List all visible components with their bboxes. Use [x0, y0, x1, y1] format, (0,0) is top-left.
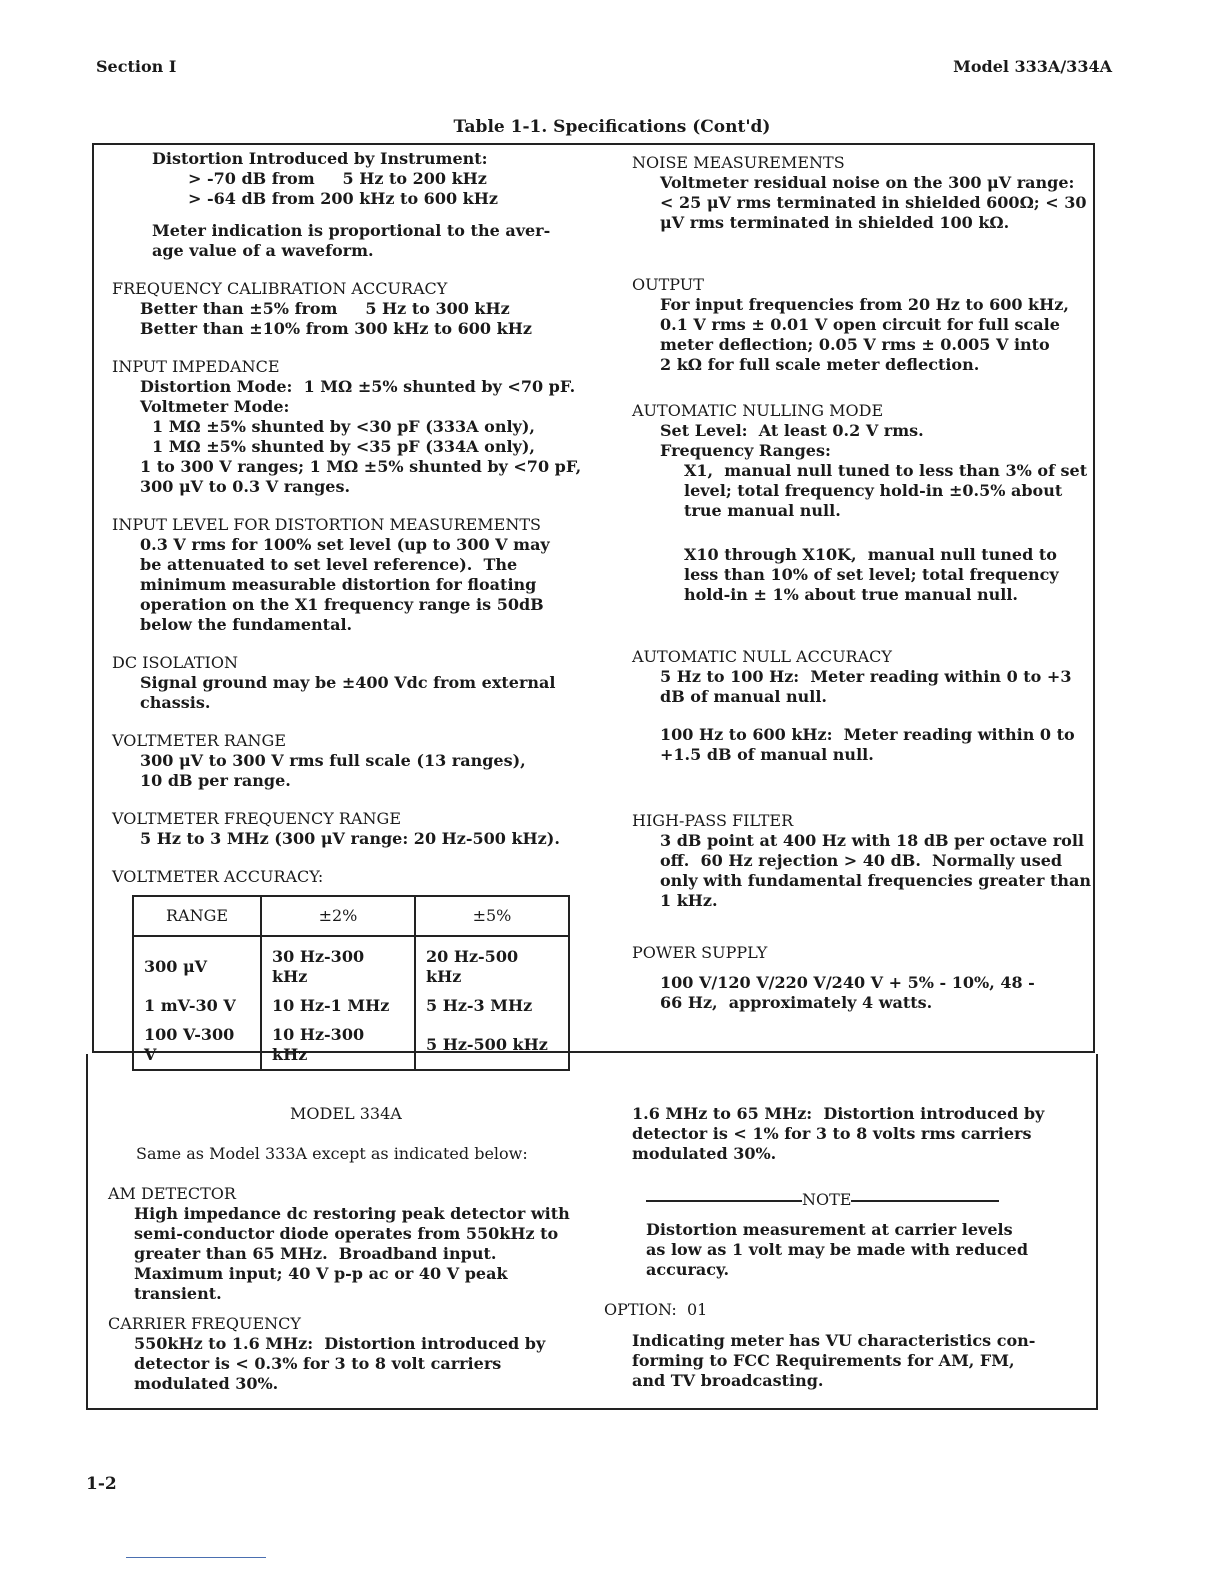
table-header-cell: ±5% — [415, 896, 569, 936]
voltmeter-accuracy-section — [112, 867, 581, 1071]
table-header-cell: ±2% — [261, 896, 415, 936]
spec-line: operation on the X1 frequency range is 50dB — [140, 595, 544, 614]
spec-line: be attenuated to set level reference). The — [140, 555, 518, 574]
section-heading: CARRIER FREQUENCY — [108, 1314, 301, 1333]
distortion-title: Distortion Introduced by Instrument: — [152, 149, 488, 168]
spec-line: less than 10% of set level; total frequency — [684, 565, 1059, 584]
spec-line: 300 μV to 300 V rms full scale (13 ranges), — [140, 751, 526, 770]
spec-line: 5 Hz to 3 MHz (300 μV range: 20 Hz-500 kHz). — [140, 829, 560, 848]
distortion-line: > -64 dB from 200 kHz to 600 kHz — [188, 189, 498, 208]
spec-line: High impedance dc restoring peak detector with — [134, 1204, 570, 1223]
model-334a-subtitle: Same as Model 333A except as indicated below: — [136, 1144, 528, 1163]
table-cell: 5 Hz-500 kHz — [415, 1021, 569, 1070]
spec-line: 1 to 300 V ranges; 1 MΩ ±5% shunted by <70 pF, — [140, 457, 582, 476]
spec-line: dB of manual null. — [660, 687, 827, 706]
spec-line: Set Level: At least 0.2 V rms. — [660, 421, 924, 440]
spec-line: level; total frequency hold-in ±0.5% about — [684, 481, 1063, 500]
meter-indication-line: Meter indication is proportional to the aver- — [152, 221, 551, 240]
noise-measurements-section — [632, 153, 1091, 233]
section-heading: NOISE MEASUREMENTS — [632, 153, 845, 172]
spec-line: Indicating meter has VU characteristics con- — [632, 1331, 1036, 1350]
spec-line: < 25 μV rms terminated in shielded 600Ω; < 30 — [660, 193, 1087, 212]
model-334a-right-column — [604, 1104, 1044, 1391]
section-heading: OUTPUT — [632, 275, 704, 294]
right-column — [632, 153, 1091, 1013]
section-heading: INPUT IMPEDANCE — [112, 357, 280, 376]
section-heading: HIGH-PASS FILTER — [632, 811, 794, 830]
spec-line: For input frequencies from 20 Hz to 600 kHz, — [660, 295, 1069, 314]
automatic-nulling-mode-section — [632, 401, 1091, 605]
spec-line: 0.3 V rms for 100% set level (up to 300 V may — [140, 535, 550, 554]
spec-line: modulated 30%. — [632, 1144, 777, 1163]
model-label: Model 333A/334A — [953, 57, 1112, 76]
input-level-section — [112, 515, 581, 635]
spec-line: 550kHz to 1.6 MHz: Distortion introduced by — [134, 1334, 546, 1353]
spec-line: Voltmeter residual noise on the 300 μV range: — [660, 173, 1075, 192]
spec-line: 100 Hz to 600 kHz: Meter reading within 0 to — [660, 725, 1075, 744]
spec-line: forming to FCC Requirements for AM, FM, — [632, 1351, 1015, 1370]
section-heading: DC ISOLATION — [112, 653, 238, 672]
left-column — [112, 149, 581, 1071]
dc-isolation-section — [112, 653, 581, 713]
section-heading: POWER SUPPLY — [632, 943, 768, 962]
spec-line: 1 kHz. — [660, 891, 718, 910]
output-section — [632, 275, 1091, 375]
spec-line: modulated 30%. — [134, 1374, 279, 1393]
spec-line: 300 μV to 0.3 V ranges. — [140, 477, 351, 496]
spec-line: meter deflection; 0.05 V rms ± 0.005 V into — [660, 335, 1050, 354]
page-number: 1-2 — [86, 1474, 117, 1494]
spec-line: chassis. — [140, 693, 211, 712]
option-heading: OPTION: 01 — [604, 1300, 708, 1319]
power-supply-section — [632, 943, 1091, 1013]
spec-line: +1.5 dB of manual null. — [660, 745, 874, 764]
section-label: Section I — [96, 57, 177, 76]
spec-line: 2 kΩ for full scale meter deflection. — [660, 355, 980, 374]
spec-line: Better than ±10% from 300 kHz to 600 kHz — [140, 319, 532, 338]
table-header-row — [133, 896, 569, 936]
distortion-line: > -70 dB from 5 Hz to 200 kHz — [188, 169, 487, 188]
spec-line: Voltmeter Mode: — [140, 397, 290, 416]
table-row — [133, 991, 569, 1021]
note-rule — [851, 1200, 999, 1202]
automatic-null-accuracy-section — [632, 647, 1091, 765]
table-cell: 10 Hz-1 MHz — [261, 991, 415, 1021]
spec-line: below the fundamental. — [140, 615, 353, 634]
spec-line: transient. — [134, 1284, 222, 1303]
spec-line: Distortion Mode: 1 MΩ ±5% shunted by <70 pF. — [140, 377, 576, 396]
spec-line: μV rms terminated in shielded 100 kΩ. — [660, 213, 1010, 232]
table-cell: 100 V-300 V — [133, 1021, 261, 1070]
note-line: Distortion measurement at carrier levels — [646, 1220, 1013, 1239]
table-title: Table 1-1. Specifications (Cont'd) — [453, 117, 771, 137]
spec-line: X10 through X10K, manual null tuned to — [684, 545, 1057, 564]
spec-line: 66 Hz, approximately 4 watts. — [660, 993, 933, 1012]
spec-line: and TV broadcasting. — [632, 1371, 824, 1390]
table-cell: 5 Hz-3 MHz — [415, 991, 569, 1021]
section-heading: FREQUENCY CALIBRATION ACCURACY — [112, 279, 448, 298]
carrier-frequency-section — [108, 1314, 570, 1394]
spec-line: Signal ground may be ±400 Vdc from external — [140, 673, 556, 692]
note-line: as low as 1 volt may be made with reduced — [646, 1240, 1029, 1259]
table-cell: 20 Hz-500 kHz — [415, 936, 569, 991]
table-cell: 300 μV — [133, 936, 261, 991]
section-heading: INPUT LEVEL FOR DISTORTION MEASUREMENTS — [112, 515, 541, 534]
spec-line: 0.1 V rms ± 0.01 V open circuit for full scale — [660, 315, 1060, 334]
table-cell: 30 Hz-300 kHz — [261, 936, 415, 991]
spec-line: 5 Hz to 100 Hz: Meter reading within 0 to +3 — [660, 667, 1072, 686]
high-pass-filter-section — [632, 811, 1091, 911]
meter-indication-line: age value of a waveform. — [152, 241, 374, 260]
section-heading: VOLTMETER RANGE — [112, 731, 286, 750]
note-header — [604, 1190, 1044, 1210]
note-rule — [646, 1200, 802, 1202]
note-line: accuracy. — [646, 1260, 730, 1279]
table-row — [133, 936, 569, 991]
distortion-introduced-section — [112, 149, 581, 261]
spec-line: Frequency Ranges: — [660, 441, 831, 460]
spec-line: detector is < 1% for 3 to 8 volts rms carriers — [632, 1124, 1032, 1143]
scan-mark — [126, 1557, 266, 1558]
frequency-calibration-section — [112, 279, 581, 339]
spec-line: true manual null. — [684, 501, 841, 520]
section-heading: VOLTMETER ACCURACY: — [112, 867, 324, 886]
spec-line: 3 dB point at 400 Hz with 18 dB per octave roll — [660, 831, 1084, 850]
section-heading: VOLTMETER FREQUENCY RANGE — [112, 809, 401, 828]
model-334a-left-column — [108, 1104, 570, 1394]
section-heading: AUTOMATIC NULLING MODE — [632, 401, 884, 420]
table-cell: 1 mV-30 V — [133, 991, 261, 1021]
spec-line: hold-in ± 1% about true manual null. — [684, 585, 1018, 604]
spec-line: X1, manual null tuned to less than 3% of set — [684, 461, 1088, 480]
spec-line: 1.6 MHz to 65 MHz: Distortion introduced by — [632, 1104, 1045, 1123]
table-cell: 10 Hz-300 kHz — [261, 1021, 415, 1070]
spec-line: 10 dB per range. — [140, 771, 291, 790]
voltmeter-frequency-section — [112, 809, 581, 849]
spec-line: 100 V/120 V/220 V/240 V + 5% - 10%, 48 - — [660, 973, 1035, 992]
am-detector-section — [108, 1184, 570, 1304]
spec-line: only with fundamental frequencies greater than — [660, 871, 1092, 890]
voltmeter-range-section — [112, 731, 581, 791]
note-label: NOTE — [802, 1190, 852, 1209]
spec-line: semi-conductor diode operates from 550kHz to — [134, 1224, 559, 1243]
spec-line: 1 MΩ ±5% shunted by <35 pF (334A only), — [152, 437, 535, 456]
table-header-cell: RANGE — [133, 896, 261, 936]
spec-line: Maximum input; 40 V p-p ac or 40 V peak — [134, 1264, 508, 1283]
spec-line: minimum measurable distortion for floating — [140, 575, 537, 594]
voltmeter-accuracy-table — [132, 895, 570, 1071]
spec-line: 1 MΩ ±5% shunted by <30 pF (333A only), — [152, 417, 535, 436]
spec-line: detector is < 0.3% for 3 to 8 volt carriers — [134, 1354, 502, 1373]
spec-line: off. 60 Hz rejection > 40 dB. Normally used — [660, 851, 1063, 870]
input-impedance-section — [112, 357, 581, 497]
section-heading: AM DETECTOR — [108, 1184, 236, 1203]
section-heading: AUTOMATIC NULL ACCURACY — [632, 647, 892, 666]
model-334a-title: MODEL 334A — [290, 1104, 402, 1123]
spec-line: greater than 65 MHz. Broadband input. — [134, 1244, 497, 1263]
spec-line: Better than ±5% from 5 Hz to 300 kHz — [140, 299, 510, 318]
